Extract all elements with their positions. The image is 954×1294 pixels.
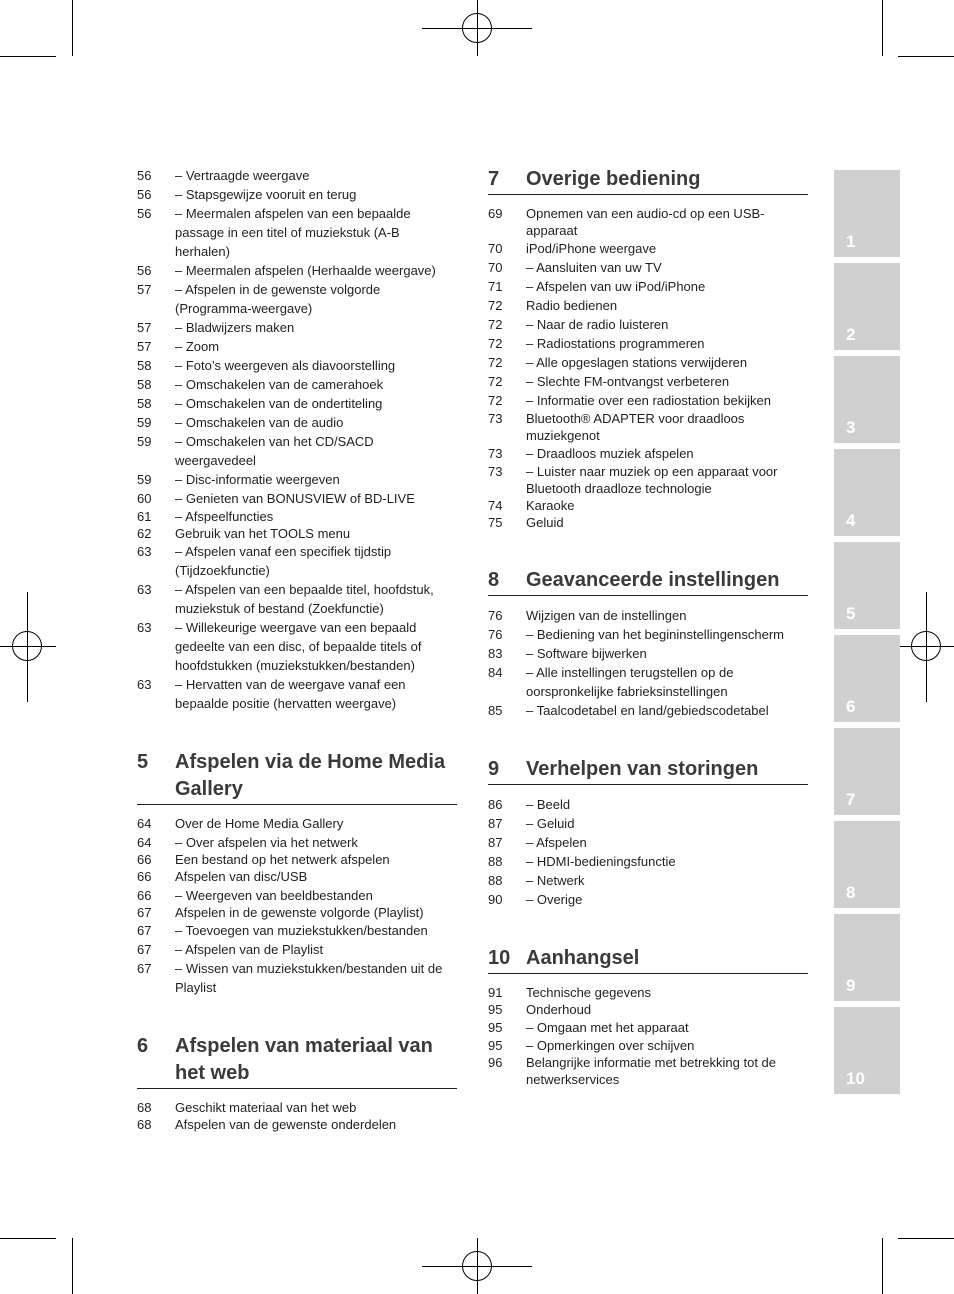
toc-entry[interactable] — [488, 663, 808, 701]
section-number: 10 — [488, 947, 511, 969]
toc-page-number: 72 — [488, 317, 503, 332]
toc-entry[interactable] — [488, 606, 808, 625]
toc-page-number: 63 — [137, 544, 152, 559]
toc-entry-text: Wijzigen van de instellingen — [526, 608, 687, 623]
toc-entry[interactable] — [488, 833, 808, 852]
toc-page-number: 59 — [137, 415, 152, 430]
chapter-tab-number: 6 — [846, 697, 856, 716]
toc-entry[interactable] — [488, 205, 808, 239]
toc-page-number: 71 — [488, 279, 503, 294]
toc-page-number: 63 — [137, 677, 152, 692]
toc-page-number: 73 — [488, 411, 503, 426]
crop-mark — [0, 1238, 56, 1239]
toc-entry[interactable] — [488, 701, 808, 720]
toc-page-number: 59 — [137, 472, 152, 487]
toc-page-number: 67 — [137, 905, 152, 920]
toc-entry-text: – Omschakelen van de camerahoek — [175, 377, 384, 392]
toc-entry[interactable] — [137, 261, 457, 280]
toc-entry-text: – Over afspelen via het netwerk — [175, 835, 358, 850]
toc-entry-text: – Foto’s weergeven als diavoorstelling — [175, 358, 396, 373]
toc-entry-text: – Stapsgewijze vooruit en terug — [175, 187, 357, 202]
toc-page-number: 85 — [488, 703, 503, 718]
toc-page-number: 72 — [488, 355, 503, 370]
toc-entry-text: – Netwerk — [526, 873, 585, 888]
section-heading[interactable] — [488, 945, 808, 974]
toc-entry[interactable] — [137, 337, 457, 356]
toc-entry-text: – Meermalen afspelen van een bepaalde passage in een titel of muziekstuk (A-B herhalen) — [175, 206, 411, 259]
toc-page-number: 95 — [488, 1038, 503, 1053]
chapter-tabs — [834, 170, 900, 1100]
toc-entry-text: – Overige — [526, 892, 583, 907]
section-number: 8 — [488, 569, 500, 591]
toc-entry[interactable] — [137, 618, 457, 675]
toc-page-number: 56 — [137, 187, 152, 202]
toc-entry-text: – Omschakelen van het CD/SACD weergavedeel — [175, 434, 374, 468]
toc-entry[interactable] — [137, 580, 457, 618]
toc-entry[interactable] — [488, 372, 808, 391]
toc-entry-text: Belangrijke informatie met betrekking tot de netwerkservices — [526, 1055, 777, 1087]
crop-mark — [898, 1238, 954, 1239]
toc-entry-text: – Luister naar muziek op een apparaat voor Bluetooth draadloze technologie — [526, 464, 778, 496]
crop-mark — [72, 1238, 73, 1294]
toc-page-number: 56 — [137, 168, 152, 183]
chapter-tab[interactable] — [834, 449, 900, 536]
toc-entry-text: – Afspelen van uw iPod/iPhone — [526, 279, 706, 294]
chapter-tab[interactable] — [834, 356, 900, 443]
toc-entry-text: – Willekeurige weergave van een bepaald gedeelte van een disc, of bepaalde titels of hoofdstukken (muziekstukken/bestanden) — [175, 620, 422, 673]
toc-page-number: 75 — [488, 515, 503, 530]
toc-entry[interactable] — [488, 1037, 808, 1054]
toc-entry-text: – HDMI-bedieningsfunctie — [526, 854, 676, 869]
section-heading[interactable] — [137, 1033, 457, 1089]
toc-entry-text: – Omgaan met het apparaat — [526, 1020, 689, 1035]
section-number: 6 — [137, 1035, 149, 1057]
toc-page-number: 73 — [488, 464, 503, 479]
chapter-tab[interactable] — [834, 821, 900, 908]
section-heading[interactable] — [137, 749, 457, 805]
toc-entries-continued — [137, 166, 457, 713]
toc-entry-text: Gebruik van het TOOLS menu — [175, 526, 351, 541]
toc-entry[interactable] — [137, 868, 457, 885]
toc-entry[interactable] — [137, 356, 457, 375]
toc-page-number: 66 — [137, 852, 152, 867]
toc-entry[interactable] — [137, 470, 457, 489]
toc-section-8 — [488, 567, 808, 720]
section-title: Overige bediening — [526, 168, 701, 190]
toc-page-number: 59 — [137, 434, 152, 449]
toc-page-number: 72 — [488, 374, 503, 389]
toc-page-number: 68 — [137, 1117, 152, 1132]
toc-entry-text: – Wissen van muziekstukken/bestanden uit de Playlist — [175, 961, 443, 995]
toc-page-number: 67 — [137, 942, 152, 957]
toc-page-number: 56 — [137, 263, 152, 278]
toc-entry[interactable] — [488, 871, 808, 890]
toc-entry-text: – Afspeelfuncties — [175, 509, 274, 524]
crop-mark — [72, 0, 73, 56]
toc-entry-text: – Omschakelen van de audio — [175, 415, 344, 430]
toc-entry[interactable] — [488, 890, 808, 909]
toc-page-number: 70 — [488, 241, 503, 256]
chapter-tab[interactable] — [834, 263, 900, 350]
toc-page-number: 56 — [137, 206, 152, 221]
toc-page-number: 87 — [488, 816, 503, 831]
chapter-tab[interactable] — [834, 170, 900, 257]
section-number: 7 — [488, 168, 500, 190]
section-title: Aanhangsel — [526, 947, 640, 969]
toc-entry-text: – Zoom — [175, 339, 220, 354]
toc-entry[interactable] — [488, 1001, 808, 1018]
toc-page-number: 84 — [488, 665, 503, 680]
toc-entry[interactable] — [137, 432, 457, 470]
toc-page-number: 70 — [488, 260, 503, 275]
toc-entry[interactable] — [137, 413, 457, 432]
toc-section-9 — [488, 756, 808, 909]
toc-entry[interactable] — [488, 239, 808, 258]
toc-page-number: 64 — [137, 816, 152, 831]
toc-section-6 — [137, 1033, 457, 1133]
toc-page-number: 72 — [488, 298, 503, 313]
toc-entry[interactable] — [488, 644, 808, 663]
toc-entry[interactable] — [137, 959, 457, 997]
toc-page-number: 67 — [137, 923, 152, 938]
toc-entry-text: – Taalcodetabel en land/gebiedscodetabel — [526, 703, 769, 718]
toc-entry-text: – Alle opgeslagen stations verwijderen — [526, 355, 748, 370]
toc-page-number: 58 — [137, 377, 152, 392]
toc-entry[interactable] — [137, 375, 457, 394]
toc-entry[interactable] — [137, 887, 457, 904]
toc-entry[interactable] — [137, 185, 457, 204]
toc-entry-text: Afspelen van disc/USB — [175, 869, 308, 884]
toc-entry[interactable] — [488, 625, 808, 644]
toc-page-number: 86 — [488, 797, 503, 812]
toc-entry[interactable] — [488, 410, 808, 444]
chapter-tab[interactable] — [834, 1007, 900, 1094]
toc-entry-text: Over de Home Media Gallery — [175, 816, 344, 831]
toc-entry[interactable] — [137, 940, 457, 959]
toc-entry[interactable] — [488, 315, 808, 334]
toc-page-number: 96 — [488, 1055, 503, 1070]
section-title: Afspelen van materiaal van het web — [175, 1035, 433, 1084]
toc-page-number: 68 — [137, 1100, 152, 1115]
chapter-tab-number: 1 — [846, 232, 856, 251]
toc-entry-text: – Geluid — [526, 816, 575, 831]
toc-page-number: 69 — [488, 206, 503, 221]
toc-page-number: 83 — [488, 646, 503, 661]
toc-entry-text: – Bediening van het begininstellingenscherm — [526, 627, 785, 642]
toc-section-10 — [488, 945, 808, 1088]
toc-entry-text: – Afspelen — [526, 835, 587, 850]
toc-entry[interactable] — [137, 675, 457, 713]
toc-entry-text: Bluetooth® ADAPTER voor draadloos muziekgenot — [526, 411, 745, 443]
toc-entry-text: Geluid — [526, 515, 564, 530]
toc-entry[interactable] — [137, 815, 457, 832]
toc-page-number: 72 — [488, 336, 503, 351]
toc-entry[interactable] — [488, 984, 808, 1001]
toc-page-number: 63 — [137, 582, 152, 597]
section-number: 5 — [137, 751, 149, 773]
chapter-tab-number: 8 — [846, 883, 856, 902]
toc-page-number: 90 — [488, 892, 503, 907]
toc-entry[interactable] — [137, 1099, 457, 1116]
chapter-tab-number: 9 — [846, 976, 856, 995]
section-heading[interactable] — [488, 166, 808, 195]
toc-section-7 — [488, 166, 808, 531]
toc-page-number: 91 — [488, 985, 503, 1000]
toc-column-left — [137, 166, 457, 1133]
chapter-tab[interactable] — [834, 635, 900, 722]
toc-entry-text: Opnemen van een audio-cd op een USB-apparaat — [526, 206, 765, 238]
toc-page-number: 73 — [488, 446, 503, 461]
toc-page-number: 88 — [488, 873, 503, 888]
toc-entry-text: – Afspelen in de gewenste volgorde (Programma-weergave) — [175, 282, 381, 316]
toc-entry[interactable] — [488, 1018, 808, 1037]
toc-entry[interactable] — [137, 851, 457, 868]
toc-entry-text: – Omschakelen van de ondertiteling — [175, 396, 383, 411]
toc-page-number: 88 — [488, 854, 503, 869]
toc-page-number: 95 — [488, 1020, 503, 1035]
toc-entry-text: – Bladwijzers maken — [175, 320, 295, 335]
toc-entry-text: – Alle instellingen terugstellen op de oorspronkelijke fabrieksinstellingen — [526, 665, 734, 699]
crop-mark — [898, 56, 954, 57]
toc-entry-text: – Toevoegen van muziekstukken/bestanden — [175, 923, 428, 938]
toc-entry-text: – Software bijwerken — [526, 646, 647, 661]
toc-entry-text: – Hervatten van de weergave vanaf een bepaalde positie (hervatten weergave) — [175, 677, 406, 711]
toc-page-number: 60 — [137, 491, 152, 506]
crop-mark — [882, 1238, 883, 1294]
toc-entry[interactable] — [488, 814, 808, 833]
toc-entry[interactable] — [137, 280, 457, 318]
toc-entry[interactable] — [488, 1054, 808, 1088]
toc-entry-text: Karaoke — [526, 498, 575, 513]
toc-page-number: 72 — [488, 393, 503, 408]
toc-entry[interactable] — [488, 497, 808, 514]
toc-entry-text: Afspelen in de gewenste volgorde (Playlist) — [175, 905, 424, 920]
toc-entry[interactable] — [488, 334, 808, 353]
toc-page-number: 76 — [488, 627, 503, 642]
section-title: Verhelpen van storingen — [526, 758, 759, 780]
toc-entry[interactable] — [488, 296, 808, 315]
toc-entry[interactable] — [488, 258, 808, 277]
toc-page-number: 67 — [137, 961, 152, 976]
toc-entry-text: – Genieten van BONUSVIEW of BD-LIVE — [175, 491, 415, 506]
chapter-tab-number: 7 — [846, 790, 856, 809]
toc-entry[interactable] — [488, 353, 808, 372]
toc-page-number: 66 — [137, 869, 152, 884]
crop-mark — [882, 0, 883, 56]
chapter-tab-number: 10 — [846, 1069, 865, 1088]
toc-section-5 — [137, 749, 457, 997]
toc-page-number: 61 — [137, 509, 152, 524]
toc-entry-text: – Slechte FM-ontvangst verbeteren — [526, 374, 730, 389]
toc-entry[interactable] — [137, 489, 457, 508]
toc-page-number: 87 — [488, 835, 503, 850]
toc-page-number: 58 — [137, 396, 152, 411]
toc-page-number: 57 — [137, 282, 152, 297]
section-heading[interactable] — [488, 567, 808, 596]
section-title: Geavanceerde instellingen — [526, 569, 780, 591]
toc-entry-text: – Vertraagde weergave — [175, 168, 310, 183]
toc-entry-text: – Informatie over een radiostation bekijken — [526, 393, 771, 408]
toc-entry[interactable] — [488, 444, 808, 463]
chapter-tab[interactable] — [834, 914, 900, 1001]
toc-entry[interactable] — [137, 204, 457, 261]
chapter-tab-number: 2 — [846, 325, 856, 344]
toc-entry[interactable] — [137, 542, 457, 580]
toc-entry-text: Een bestand op het netwerk afspelen — [175, 852, 390, 867]
toc-entry-text: Afspelen van de gewenste onderdelen — [175, 1117, 397, 1132]
section-title: Afspelen via de Home Media Gallery — [175, 751, 446, 800]
toc-entry-text: – Afspelen vanaf een specifiek tijdstip (Tijdzoekfunctie) — [175, 544, 392, 578]
toc-entry-text: Radio bedienen — [526, 298, 618, 313]
toc-entry-text: – Afspelen van de Playlist — [175, 942, 324, 957]
crop-mark — [0, 56, 56, 57]
toc-entry[interactable] — [488, 391, 808, 410]
toc-entry[interactable] — [137, 834, 457, 851]
toc-page-number: 58 — [137, 358, 152, 373]
toc-entry-text: – Meermalen afspelen (Herhaalde weergave) — [175, 263, 436, 278]
toc-entry-text: – Beeld — [526, 797, 571, 812]
toc-page-number: 66 — [137, 888, 152, 903]
toc-entry-text: – Draadloos muziek afspelen — [526, 446, 694, 461]
chapter-tab[interactable] — [834, 542, 900, 629]
toc-page-number: 64 — [137, 835, 152, 850]
section-heading[interactable] — [488, 756, 808, 785]
toc-entry[interactable] — [137, 394, 457, 413]
toc-entry-text: – Radiostations programmeren — [526, 336, 705, 351]
toc-entry-text: Geschikt materiaal van het web — [175, 1100, 357, 1115]
toc-entry-text: – Opmerkingen over schijven — [526, 1038, 695, 1053]
toc-entry[interactable] — [488, 795, 808, 814]
toc-page-number: 62 — [137, 526, 152, 541]
chapter-tab-number: 5 — [846, 604, 856, 623]
chapter-tab[interactable] — [834, 728, 900, 815]
toc-entry[interactable] — [488, 463, 808, 497]
toc-entry[interactable] — [488, 277, 808, 296]
toc-page-number: 76 — [488, 608, 503, 623]
toc-entry-text: Onderhoud — [526, 1002, 592, 1017]
toc-page-number: 63 — [137, 620, 152, 635]
toc-entry-text: – Weergeven van beeldbestanden — [175, 888, 373, 903]
toc-column-right — [488, 166, 808, 1088]
toc-page-number: 95 — [488, 1002, 503, 1017]
toc-entry[interactable] — [137, 904, 457, 921]
toc-entry[interactable] — [137, 525, 457, 542]
toc-entry[interactable] — [137, 1116, 457, 1133]
toc-entry-text: iPod/iPhone weergave — [526, 241, 657, 256]
toc-entry-text: – Disc-informatie weergeven — [175, 472, 340, 487]
toc-entry[interactable] — [488, 514, 808, 531]
toc-entry-text: – Afspelen van een bepaalde titel, hoofdstuk, muziekstuk of bestand (Zoekfunctie) — [175, 582, 434, 616]
section-number: 9 — [488, 758, 500, 780]
toc-entry[interactable] — [488, 852, 808, 871]
toc-entry-text: Technische gegevens — [526, 985, 652, 1000]
toc-entry[interactable] — [137, 508, 457, 525]
toc-entry-text: – Aansluiten van uw TV — [526, 260, 662, 275]
toc-entry[interactable] — [137, 318, 457, 337]
toc-page-number: 57 — [137, 320, 152, 335]
toc-entry[interactable] — [137, 166, 457, 185]
toc-entry[interactable] — [137, 921, 457, 940]
toc-entry-text: – Naar de radio luisteren — [526, 317, 669, 332]
chapter-tab-number: 4 — [846, 511, 856, 530]
chapter-tab-number: 3 — [846, 418, 856, 437]
toc-page-number: 57 — [137, 339, 152, 354]
toc-page-number: 74 — [488, 498, 503, 513]
